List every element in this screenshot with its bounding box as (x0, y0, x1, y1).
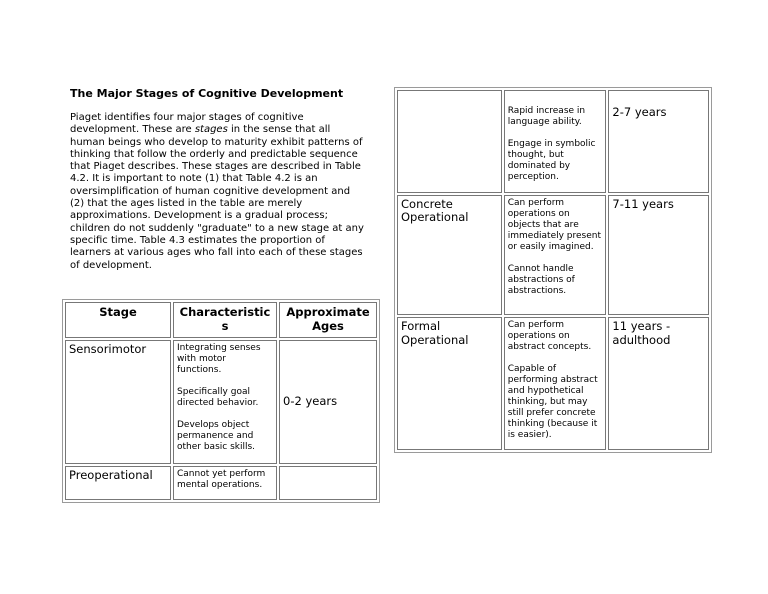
stage-cell: Sensorimotor (65, 340, 171, 464)
ages-cell (279, 466, 377, 500)
ages-cell: 2-7 years (608, 90, 709, 193)
stage-cell: Preoperational (65, 466, 171, 500)
characteristic: Can perform operations on abstract concepts. (507, 320, 592, 353)
stage-cell: Formal Operational (397, 317, 502, 450)
table-row (397, 317, 709, 450)
table-row (397, 195, 709, 316)
table-row (65, 466, 377, 500)
stages-table-part-2 (394, 87, 712, 453)
intro-text-1: Piaget identifies four major stages of cognitive development. These are (70, 112, 304, 136)
ages-cell: 7-11 years (608, 195, 709, 316)
ages-cell: 0-2 years (279, 340, 377, 464)
intro-paragraph (70, 112, 366, 272)
header-characteristics: Characteristics (173, 302, 277, 338)
stages-table-part-1 (62, 299, 380, 503)
table-header-row (65, 302, 377, 338)
characteristic: Integrating senses with motor functions. (177, 343, 261, 375)
characteristic: Cannot yet perform mental operations. (177, 469, 266, 490)
characteristics-cell (173, 340, 277, 464)
characteristic: Develops object permanence and other basic skills. (177, 420, 256, 452)
characteristic: Rapid increase in language ability. (507, 106, 586, 127)
characteristics-cell (504, 317, 607, 450)
intro-text-2: in the sense that all human beings who develop to maturity exhibit patterns of thinking that follow the orderly and predictable sequence that Piaget describes. These stages are described in Table 4.2. It is important to note (1) that Table 4.2 is an oversimplification of human cognitive development and (2) that the ages listed in the table are merely approximations. Development is a gradual process; children do not suddenly "graduate" to a new stage at any specific time. Table 4.3 estimates the proportion of learners at various ages who fall into each of these stages of development. (70, 124, 364, 271)
header-stage: Stage (65, 302, 171, 338)
characteristics-cell (173, 466, 277, 500)
characteristic: Can perform operations on objects that are immediately present or easily imagined. (507, 197, 602, 252)
document-heading: The Major Stages of Cognitive Development (70, 87, 344, 100)
table-row (397, 90, 709, 193)
characteristic: Capable of performing abstract and hypothetical thinking, but may still prefer concrete thinking (because it is easier). (507, 364, 598, 441)
ages-cell: 11 years - adulthood (608, 317, 709, 450)
table-row (65, 340, 377, 464)
characteristics-cell (504, 90, 607, 193)
stage-cell (397, 90, 502, 193)
intro-emphasis: stages (194, 124, 228, 136)
characteristic: Cannot handle abstractions of abstractions. (507, 263, 575, 296)
stage-cell: Concrete Operational (397, 195, 502, 316)
characteristic: Specifically goal directed behavior. (177, 387, 259, 408)
characteristic: Engage in symbolic thought, but dominated by perception. (507, 139, 596, 182)
header-approximate-ages: Approximate Ages (279, 302, 377, 338)
characteristics-cell (504, 195, 607, 316)
